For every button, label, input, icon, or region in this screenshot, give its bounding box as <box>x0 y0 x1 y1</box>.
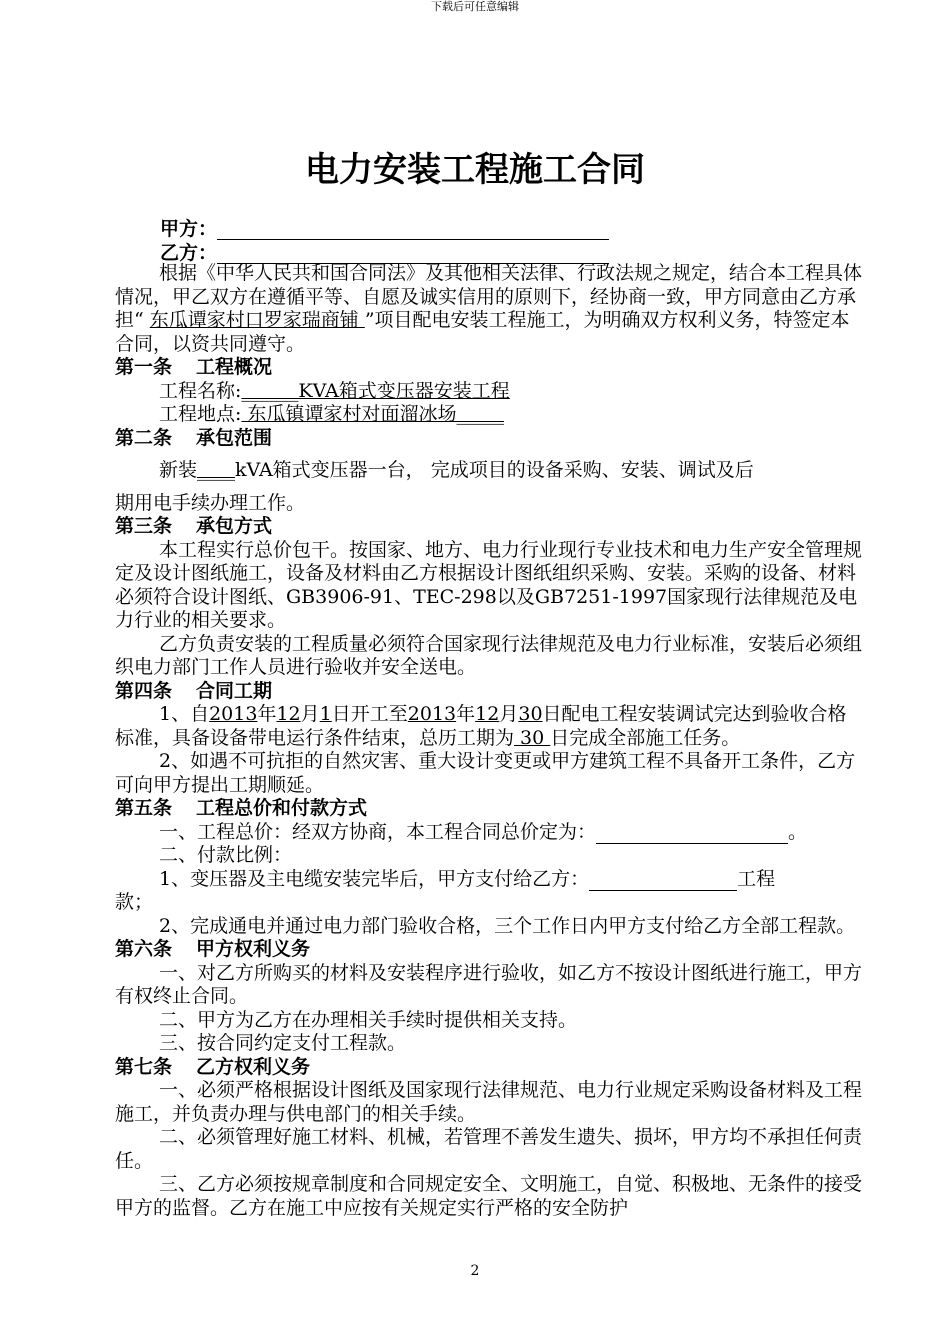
article-4-number: 第四条 <box>115 679 173 702</box>
payment-2-row: 2、完成通电并通过电力部门验收合格，三个工作日内甲方支付给乙方全部工程款。 <box>159 914 856 937</box>
schedule-text-d: 日开工至 <box>331 703 408 725</box>
intro-project-name: 东瓜谭家村口罗家瑞商铺 <box>149 309 365 331</box>
payment-ratio-label: 二、付款比例： <box>159 844 293 866</box>
article-6-number: 第六条 <box>115 938 173 960</box>
article-3-paragraph-1: 本工程实行总价包干。按国家、地方、电力行业现行专业技术和电力生产安全管理规定及设计图纸施工，设备及材料由乙方根据设计图纸组织采购、安装。采购的设备、材料必须符合设计图纸、GB3906-91、TEC-298以及GB7251-1997国家现行法律规范及电力行业的相关要求。 <box>115 538 863 631</box>
article-5-heading <box>115 797 865 821</box>
article-2-title: 承包范围 <box>196 426 273 449</box>
article-7-title: 乙方权利义务 <box>196 1055 311 1078</box>
total-price-end: 。 <box>788 820 808 843</box>
schedule-text-c: 月 <box>300 703 320 725</box>
project-site-row <box>115 403 865 427</box>
start-month: 12 <box>276 703 301 725</box>
payment-1-label: 1、变压器及主电缆安装完毕后，甲方支付给乙方： <box>159 867 590 890</box>
schedule-text-e: 年 <box>456 703 476 725</box>
article-3-heading <box>115 515 865 539</box>
article-1-heading <box>115 356 865 380</box>
article-4-heading <box>115 680 865 704</box>
project-name-label: 工程名称: <box>159 379 242 402</box>
payment-1-end: 工程 <box>737 867 776 890</box>
article-4-title: 合同工期 <box>196 679 273 702</box>
payment-1-blank <box>589 873 737 891</box>
intro-text-2: ”项目配电安装工程施工，为明确双方权利义务，特签定本合同，以资共同遵守。 <box>115 309 850 355</box>
total-price-row <box>115 821 865 845</box>
article-6-item-1: 一、对乙方所购买的材料及安装程序进行验收，如乙方不按设计图纸进行施工，甲方有权终止合同。 <box>115 961 863 1007</box>
contract-body <box>115 262 865 1220</box>
document-title: 电力安装工程施工合同 <box>305 150 645 190</box>
total-price-label: 一、工程总价：经双方协商，本工程合同总价定为： <box>159 820 597 843</box>
intro-text-1: 根据《中华人民共和国合同法》及其他相关法律、行政法规之规定，结合本工程具体情况，甲乙双方在遵循平等、自愿及诚实信用的原则下，经协商一致，甲方同意由乙方承担“ <box>115 262 863 331</box>
intro-paragraph <box>115 262 865 356</box>
article-4-paragraph-1 <box>115 703 865 750</box>
article-5-title: 工程总价和付款方式 <box>196 797 368 819</box>
article-3-number: 第三条 <box>115 515 173 537</box>
project-name-value: ______KVA箱式变压器安装工程 <box>241 379 510 402</box>
party-a-row <box>160 218 609 240</box>
article-4-paragraph-2: 2、如遇不可抗拒的自然灾害、重大设计变更或甲方建筑工程不具备开工条件，乙方可向甲方提出工期顺延。 <box>115 750 856 796</box>
project-site-label: 工程地点: <box>159 403 242 425</box>
article-1-title: 工程概况 <box>196 356 273 378</box>
end-year: 2013 <box>407 703 457 725</box>
payment-1-row <box>115 868 865 892</box>
start-day: 1 <box>319 703 332 725</box>
scope-capacity-blank: ____ <box>197 459 236 481</box>
article-7-item-3: 三、乙方必须按规章制度和合同规定安全、文明施工，自觉、积极地、无条件的接受甲方的监督。乙方在施工中应按有关规定实行严格的安全防护 <box>115 1173 863 1219</box>
scope-prefix: 新装 <box>159 459 198 481</box>
total-price-blank <box>596 826 788 844</box>
schedule-text-f: 月 <box>499 703 519 725</box>
schedule-text-g: 日配电工程安装调试完达到验收合格标准，具备设备带电运行条件结束，总历工期为 <box>115 703 847 749</box>
end-month: 12 <box>475 703 500 725</box>
article-1-number: 第一条 <box>115 356 173 378</box>
total-days: 30 <box>514 726 551 749</box>
article-7-heading <box>115 1056 865 1080</box>
party-b-label: 乙方： <box>160 242 218 264</box>
end-day: 30 <box>518 703 543 725</box>
article-3-title: 承包方式 <box>196 515 273 537</box>
schedule-text-b: 年 <box>257 703 277 725</box>
project-site-value: 东瓜镇谭家村对面溜冰场_____ <box>241 403 504 425</box>
party-a-blank-line <box>217 223 609 240</box>
article-3-paragraph-2: 乙方负责安装的工程质量必须符合国家现行法律规范及电力行业标准，安装后必须组织电力部门工作人员进行验收并安全送电。 <box>115 632 863 678</box>
article-7-number: 第七条 <box>115 1055 173 1078</box>
article-2-number: 第二条 <box>115 426 173 449</box>
payment-1-line-2: 款； <box>115 891 154 913</box>
schedule-text-a: 1、自 <box>159 703 210 725</box>
party-b-row <box>160 242 609 264</box>
article-7-item-2: 二、必须管理好施工材料、机械，若管理不善发生遗失、损坏，甲方均不承担任何责任。 <box>115 1126 863 1172</box>
article-6-title: 甲方权利义务 <box>196 938 311 960</box>
article-6-heading <box>115 938 865 962</box>
scope-line-1 <box>115 459 865 483</box>
article-7-item-1: 一、必须严格根据设计图纸及国家现行法律规范、电力行业规定采购设备材料及工程施工，并负责办理与供电部门的相关手续。 <box>115 1079 863 1125</box>
page-number: 2 <box>470 1263 480 1279</box>
scope-text: kVA箱式变压器一台， 完成项目的设备采购、安装、调试及后 <box>235 459 754 481</box>
project-name-row <box>115 380 865 404</box>
article-6-item-2: 二、甲方为乙方在办理相关手续时提供相关支持。 <box>159 1008 578 1031</box>
article-6-item-3: 三、按合同约定支付工程款。 <box>159 1032 407 1054</box>
article-2-heading <box>115 427 865 451</box>
start-year: 2013 <box>209 703 258 725</box>
schedule-text-h: 日完成全部施工任务。 <box>550 726 741 749</box>
party-a-label: 甲方： <box>160 218 218 240</box>
article-5-number: 第五条 <box>115 797 173 819</box>
header-note: 下载后可任意编辑 <box>431 0 519 13</box>
scope-line-2: 期用电手续办理工作。 <box>115 491 306 514</box>
